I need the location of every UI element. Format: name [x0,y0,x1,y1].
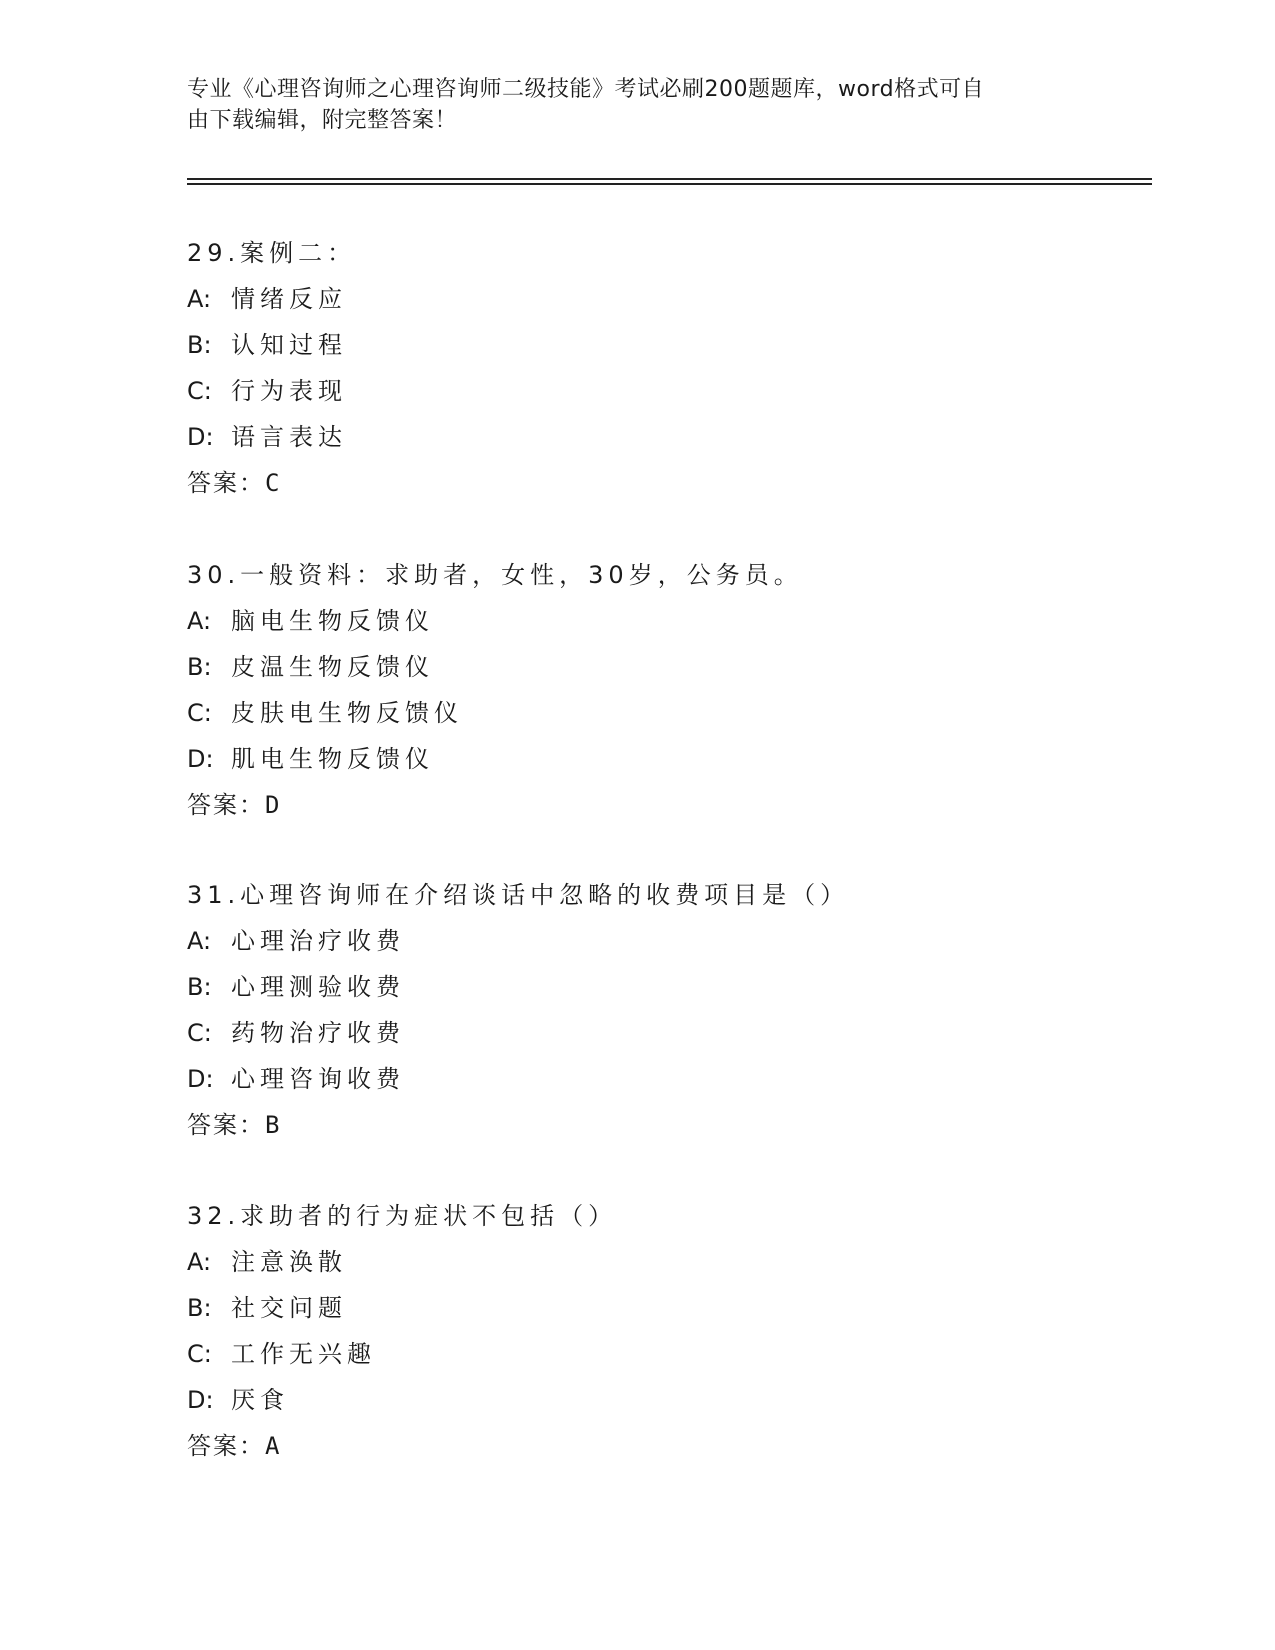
option-text: 药物治疗收费 [231,1019,405,1047]
option-text: 肌电生物反馈仪 [231,745,434,773]
option-a [187,598,1152,644]
option-d [187,736,1152,782]
option-label: D: [187,1065,214,1093]
option-c [187,690,1152,736]
option-label: C: [187,1340,212,1368]
option-label: B: [187,331,212,359]
option-text: 社交问题 [231,1294,347,1322]
option-label: C: [187,1019,212,1047]
answer-line [187,460,1152,506]
question-stem: 32.求助者的行为症状不包括（） [187,1202,618,1230]
option-c [187,1331,1152,1377]
option-label: A: [187,607,212,635]
option-label: D: [187,745,214,773]
option-b [187,322,1152,368]
question-29 [187,230,1152,506]
answer-line [187,1423,1152,1469]
option-c [187,1010,1152,1056]
answer-label: 答案： [187,1111,265,1139]
option-text: 心理治疗收费 [231,927,405,955]
option-text: 皮温生物反馈仪 [231,653,434,681]
option-text: 心理咨询收费 [231,1065,405,1093]
answer-value: D [265,791,282,819]
option-text: 心理测验收费 [231,973,405,1001]
option-label: D: [187,1386,214,1414]
option-text: 语言表达 [231,423,347,451]
option-label: B: [187,973,212,1001]
option-a [187,276,1152,322]
option-label: A: [187,285,212,313]
option-label: A: [187,927,212,955]
question-stem: 30.一般资料：求助者，女性，30岁，公务员。 [187,561,803,589]
option-label: D: [187,423,214,451]
header-divider-bottom [187,183,1152,185]
header-line-1: 专业《心理咨询师之心理咨询师二级技能》考试必刷200题题库，word格式可自 [187,77,985,102]
option-label: C: [187,699,212,727]
option-label: C: [187,377,212,405]
option-d [187,414,1152,460]
question-30 [187,552,1152,828]
option-label: B: [187,1294,212,1322]
option-label: B: [187,653,212,681]
option-b [187,964,1152,1010]
document-header [187,74,1067,136]
option-b [187,644,1152,690]
header-divider-top [187,178,1152,180]
answer-value: B [265,1111,282,1139]
option-text: 皮肤电生物反馈仪 [231,699,463,727]
answer-value: A [265,1432,282,1460]
option-text: 注意涣散 [231,1248,347,1276]
option-text: 认知过程 [231,331,347,359]
answer-line [187,782,1152,828]
question-32 [187,1193,1152,1469]
question-31 [187,872,1152,1148]
answer-line [187,1102,1152,1148]
option-text: 行为表现 [231,377,347,405]
answer-label: 答案： [187,1432,265,1460]
option-text: 工作无兴趣 [231,1340,376,1368]
option-d [187,1056,1152,1102]
option-a [187,1239,1152,1285]
option-text: 厌食 [231,1386,289,1414]
option-c [187,368,1152,414]
option-d [187,1377,1152,1423]
option-text: 情绪反应 [231,285,347,313]
answer-label: 答案： [187,791,265,819]
option-label: A: [187,1248,212,1276]
answer-label: 答案： [187,469,265,497]
option-a [187,918,1152,964]
header-line-2: 由下载编辑，附完整答案！ [187,108,458,133]
option-text: 脑电生物反馈仪 [231,607,434,635]
answer-value: C [265,469,282,497]
option-b [187,1285,1152,1331]
question-stem: 31.心理咨询师在介绍谈话中忽略的收费项目是（） [187,881,850,909]
question-stem: 29.案例二： [187,239,357,267]
